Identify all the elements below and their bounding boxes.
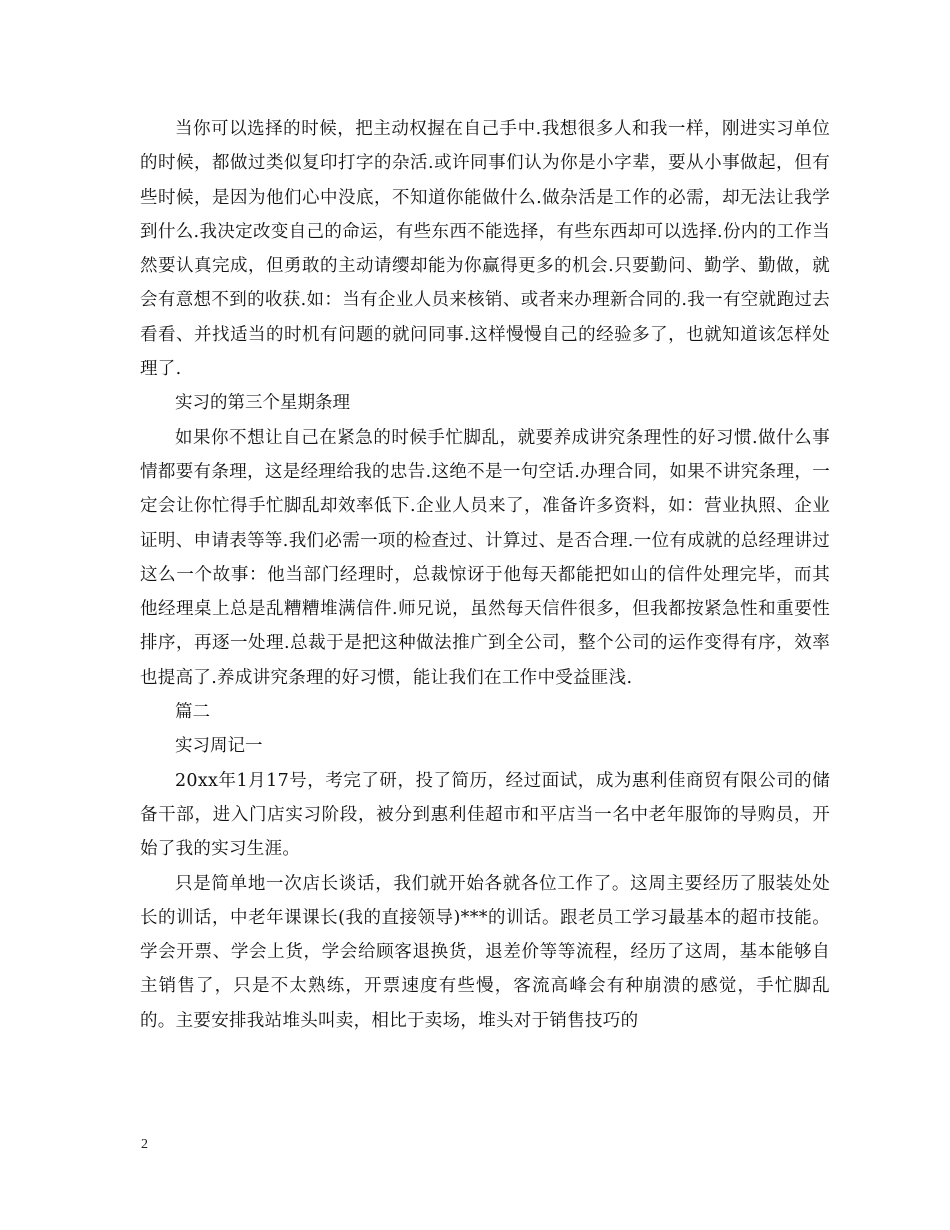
paragraph-initiative: 当你可以选择的时候，把主动权握在自己手中.我想很多人和我一样，刚进实习单位的时候，都做过类似复印打字的杂活.或许同事们认为你是小字辈，要从小事做起，但有些时候，是因为他们心中没底，不知道你能做什么.做杂活是工作的必需，却无法让我学到什么.我决定改变自己的命运，有些东西不能选择，有些东西却可以选择.份内的工作当然要认真完成，但勇敢的主动请缨却能为你赢得更多的机会.只要勤问、勤学、勤做，就会有意想不到的收获.如：当有企业人员来核销、或者来办理新合同的.我一有空就跑过去看看、并找适当的时机有问题的就问同事.这样慢慢自己的经验多了，也就知道该怎样处理了. (140, 119, 830, 380)
document-body (140, 112, 830, 1038)
heading-part-two: 篇二 (175, 702, 210, 723)
page-number: 2 (141, 1137, 148, 1152)
paragraph-internship-start: 20xx年1月17号，考完了研，投了简历，经过面试，成为惠利佳商贸有限公司的储备干部，进入门店实习阶段，被分到惠利佳超市和平店当一名中老年服饰的导购员，开始了我的实习生涯。 (140, 770, 830, 860)
heading-weekly-journal-one: 实习周记一 (175, 736, 263, 757)
paragraph-first-week-work: 只是简单地一次店长谈话，我们就开始各就各位工作了。这周主要经历了服装处处长的训话，中老年课课长(我的直接领导)***的训话。跟老员工学习最基本的超市技能。学会开票、学会上货，学会给顾客退换货，退差价等等流程，经历了这周，基本能够自主销售了，只是不太熟练，开票速度有些慢，客流高峰会有种崩溃的感觉，手忙脚乱的。主要安排我站堆头叫卖，相比于卖场，堆头对于销售技巧的 (140, 873, 830, 1031)
paragraph-organization: 如果你不想让自己在紧急的时候手忙脚乱，就要养成讲究条理性的好习惯.做什么事情都要有条理，这是经理给我的忠告.这绝不是一句空话.办理合同，如果不讲究条理，一定会让你忙得手忙脚乱却效率低下.企业人员来了，准备许多资料，如：营业执照、企业证明、申请表等等.我们必需一项的检查过、计算过、是否合理.一位有成就的总经理讲过这么一个故事：他当部门经理时，总裁惊讶于他每天都能把如山的信件处理完毕，而其他经理桌上总是乱糟糟堆满信件.师兄说，虽然每天信件很多，但我都按紧急性和重要性排序，再逐一处理.总裁于是把这种做法推广到全公司，整个公司的运作变得有序，效率也提高了.养成讲究条理的好习惯，能让我们在工作中受益匪浅. (140, 427, 830, 688)
heading-third-week: 实习的第三个星期条理 (175, 393, 350, 414)
